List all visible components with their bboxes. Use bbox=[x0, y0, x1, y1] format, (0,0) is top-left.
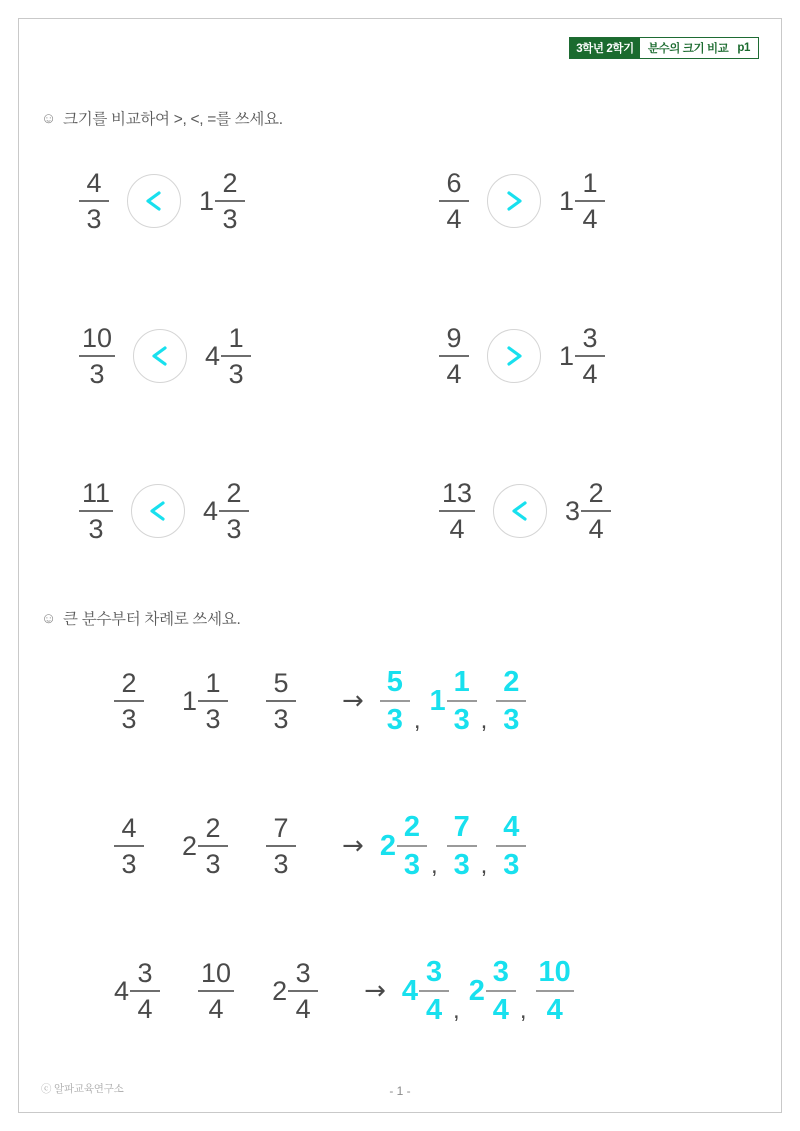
grade-label: 3학년 2학기 bbox=[570, 38, 640, 58]
arrow-right-icon: → bbox=[342, 686, 364, 717]
compare-left-operand bbox=[79, 479, 113, 543]
less-than-icon[interactable] bbox=[131, 484, 185, 538]
order-given-fraction-bar bbox=[130, 990, 160, 992]
compare-left-operand-numerator: 10 bbox=[82, 323, 113, 353]
compare-right-operand-fraction bbox=[219, 479, 249, 543]
compare-right-operand-fraction bbox=[575, 324, 605, 388]
compare-left-operand-fraction bbox=[439, 169, 469, 233]
order-answer-fraction-whole: 4 bbox=[401, 974, 419, 1007]
order-answer-fractions bbox=[380, 812, 526, 880]
order-given-fraction bbox=[114, 669, 144, 733]
compare-left-operand bbox=[79, 324, 115, 388]
order-given-fraction-whole: 1 bbox=[182, 685, 198, 716]
compare-left-operand-fraction bbox=[79, 479, 113, 543]
compare-problem bbox=[79, 324, 251, 388]
order-answer-fraction-numerator: 2 bbox=[403, 811, 421, 843]
less-than-icon[interactable] bbox=[133, 329, 187, 383]
order-given-fraction-fraction bbox=[130, 959, 160, 1023]
order-answer-fraction-whole: 2 bbox=[468, 974, 485, 1007]
compare-right-operand-fraction bbox=[581, 479, 611, 543]
compare-left-operand-denominator: 4 bbox=[449, 513, 465, 544]
order-given-fraction-numerator: 1 bbox=[205, 668, 221, 699]
order-answer-fraction-numerator: 4 bbox=[503, 811, 520, 843]
order-answer-fraction-fraction bbox=[496, 812, 526, 880]
order-answer-fraction-numerator: 5 bbox=[386, 666, 403, 698]
compare-right-operand-whole: 1 bbox=[199, 185, 215, 216]
order-given-fraction-bar bbox=[266, 845, 296, 847]
compare-right-operand-bar bbox=[221, 355, 251, 357]
order-given-fraction bbox=[272, 959, 318, 1023]
order-given-fraction-fraction bbox=[114, 814, 144, 878]
topic-text: 분수의 크기 비교 bbox=[647, 43, 729, 55]
greater-than-icon[interactable] bbox=[487, 174, 541, 228]
compare-problem bbox=[79, 479, 249, 543]
compare-left-operand-fraction bbox=[79, 324, 115, 388]
order-answer-fraction-denominator: 3 bbox=[503, 703, 520, 736]
order-answer-fraction-fraction bbox=[397, 812, 427, 880]
compare-left-operand-fraction bbox=[439, 479, 475, 543]
compare-right-operand-fraction bbox=[221, 324, 251, 388]
answer-separator: , bbox=[480, 707, 488, 735]
order-answer-fractions bbox=[402, 957, 574, 1025]
order-answer-fraction bbox=[447, 812, 477, 880]
answer-separator: , bbox=[480, 852, 488, 880]
order-answer-fraction-numerator: 1 bbox=[453, 666, 470, 698]
instruction-order-text: 큰 분수부터 차례로 쓰세요. bbox=[63, 611, 241, 628]
order-answer-fraction-bar bbox=[536, 990, 574, 992]
order-answer-fraction-fraction bbox=[447, 667, 477, 735]
compare-right-operand-numerator: 2 bbox=[226, 478, 242, 508]
order-given-fraction-numerator: 5 bbox=[273, 668, 289, 699]
smiley-icon: ☺ bbox=[41, 609, 57, 627]
order-answer-fraction-denominator: 4 bbox=[425, 993, 443, 1026]
compare-right-operand bbox=[203, 479, 249, 543]
order-answer-fraction-bar bbox=[447, 845, 477, 847]
answer-separator: , bbox=[413, 707, 421, 735]
less-than-icon[interactable] bbox=[493, 484, 547, 538]
compare-left-operand bbox=[79, 169, 109, 233]
order-answer-fraction-denominator: 3 bbox=[403, 848, 421, 881]
compare-right-operand-numerator: 2 bbox=[588, 478, 604, 508]
instruction-order bbox=[41, 607, 240, 629]
order-given-fraction-denominator: 4 bbox=[295, 993, 311, 1024]
compare-problem bbox=[439, 324, 605, 388]
order-given-fraction-fraction bbox=[114, 669, 144, 733]
order-answer-fraction-denominator: 3 bbox=[503, 848, 520, 881]
order-answer-fraction-denominator: 3 bbox=[386, 703, 403, 736]
order-answer-fraction-numerator: 10 bbox=[538, 956, 571, 988]
instruction-compare bbox=[41, 107, 283, 129]
order-given-fraction-numerator: 3 bbox=[295, 958, 311, 989]
order-given-fraction-denominator: 4 bbox=[137, 993, 153, 1024]
order-given-fraction-bar bbox=[198, 990, 234, 992]
compare-right-operand-whole: 4 bbox=[203, 495, 219, 526]
compare-right-operand bbox=[205, 324, 251, 388]
order-given-fraction-bar bbox=[198, 700, 228, 702]
smiley-icon: ☺ bbox=[41, 109, 57, 127]
answer-separator: , bbox=[519, 997, 527, 1025]
order-answer-fraction bbox=[430, 667, 477, 735]
order-answer-fraction bbox=[402, 957, 449, 1025]
order-given-fraction-denominator: 3 bbox=[273, 703, 289, 734]
order-given-fractions bbox=[114, 959, 356, 1023]
compare-left-operand-fraction bbox=[79, 169, 109, 233]
compare-left-operand-numerator: 9 bbox=[446, 323, 462, 353]
order-given-fraction-fraction bbox=[198, 959, 234, 1023]
arrow-right-icon: → bbox=[342, 831, 364, 862]
order-given-fraction-denominator: 3 bbox=[273, 848, 289, 879]
compare-problem bbox=[439, 479, 611, 543]
compare-right-operand-denominator: 4 bbox=[588, 513, 604, 544]
order-given-fraction-bar bbox=[266, 700, 296, 702]
order-answer-fraction-bar bbox=[380, 700, 410, 702]
order-given-fraction bbox=[266, 669, 296, 733]
order-answer-fraction-numerator: 3 bbox=[425, 956, 443, 988]
order-answer-fraction bbox=[496, 812, 526, 880]
order-given-fraction-denominator: 3 bbox=[121, 848, 137, 879]
footer-copyright: ⓒ 알파교육연구소 bbox=[41, 1083, 124, 1095]
compare-right-operand-denominator: 3 bbox=[226, 513, 242, 544]
order-given-fraction-numerator: 2 bbox=[121, 668, 137, 699]
compare-left-operand-numerator: 4 bbox=[86, 168, 102, 198]
order-given-fraction bbox=[182, 814, 228, 878]
order-answer-fraction bbox=[496, 667, 526, 735]
compare-right-operand-whole: 3 bbox=[565, 495, 581, 526]
compare-right-operand bbox=[199, 169, 245, 233]
order-answer-fraction-numerator: 7 bbox=[453, 811, 470, 843]
order-given-fraction-bar bbox=[288, 990, 318, 992]
order-answer-fraction-fraction bbox=[486, 957, 516, 1025]
order-given-fraction bbox=[114, 814, 144, 878]
less-than-icon[interactable] bbox=[127, 174, 181, 228]
compare-left-operand-denominator: 4 bbox=[446, 203, 462, 234]
compare-right-operand-denominator: 3 bbox=[228, 358, 244, 389]
compare-left-operand-denominator: 3 bbox=[88, 513, 104, 544]
order-answer-fraction-denominator: 4 bbox=[546, 993, 563, 1026]
compare-left-operand-bar bbox=[439, 200, 469, 202]
order-answer-fraction-numerator: 2 bbox=[503, 666, 520, 698]
order-answer-fraction-fraction bbox=[380, 667, 410, 735]
order-answer-fraction-fraction bbox=[536, 957, 574, 1025]
order-answer-fraction-denominator: 4 bbox=[492, 993, 509, 1026]
greater-than-icon[interactable] bbox=[487, 329, 541, 383]
order-answer-fraction-denominator: 3 bbox=[453, 703, 470, 736]
compare-right-operand bbox=[559, 324, 605, 388]
answer-separator: , bbox=[453, 997, 460, 1025]
compare-left-operand-numerator: 6 bbox=[446, 168, 462, 198]
order-answer-fraction-bar bbox=[419, 990, 449, 992]
order-given-fraction-numerator: 2 bbox=[205, 813, 221, 844]
compare-right-operand-bar bbox=[575, 200, 605, 202]
topic-label bbox=[640, 38, 758, 58]
order-answer-fractions bbox=[380, 667, 526, 735]
compare-problem bbox=[439, 169, 605, 233]
order-problem bbox=[114, 812, 526, 880]
order-answer-fraction-bar bbox=[496, 700, 526, 702]
compare-right-operand-denominator: 4 bbox=[582, 358, 598, 389]
worksheet-page bbox=[18, 18, 782, 1113]
compare-left-operand-bar bbox=[439, 355, 469, 357]
compare-problem bbox=[79, 169, 245, 233]
order-given-fraction-denominator: 3 bbox=[121, 703, 137, 734]
compare-left-operand bbox=[439, 479, 475, 543]
order-answer-fraction-bar bbox=[447, 700, 477, 702]
order-answer-fraction-fraction bbox=[447, 812, 477, 880]
compare-right-operand-denominator: 3 bbox=[222, 203, 238, 234]
compare-right-operand-numerator: 1 bbox=[228, 323, 244, 353]
order-answer-fraction-bar bbox=[496, 845, 526, 847]
compare-right-operand-bar bbox=[581, 510, 611, 512]
compare-right-operand-bar bbox=[575, 355, 605, 357]
compare-right-operand bbox=[559, 169, 605, 233]
compare-left-operand-numerator: 11 bbox=[82, 478, 111, 508]
order-given-fractions bbox=[114, 814, 334, 878]
compare-right-operand bbox=[565, 479, 611, 543]
order-given-fraction bbox=[198, 959, 234, 1023]
compare-left-operand bbox=[439, 169, 469, 233]
order-given-fraction-fraction bbox=[288, 959, 318, 1023]
compare-right-operand-fraction bbox=[575, 169, 605, 233]
order-given-fraction bbox=[266, 814, 296, 878]
order-given-fraction-fraction bbox=[198, 669, 228, 733]
order-given-fraction-fraction bbox=[198, 814, 228, 878]
order-answer-fraction-denominator: 3 bbox=[453, 848, 470, 881]
order-given-fraction-bar bbox=[114, 700, 144, 702]
compare-right-operand-bar bbox=[219, 510, 249, 512]
order-answer-fraction-whole: 1 bbox=[429, 684, 446, 717]
compare-left-operand-denominator: 3 bbox=[89, 358, 105, 389]
order-given-fraction-bar bbox=[114, 845, 144, 847]
compare-right-operand-whole: 1 bbox=[559, 340, 575, 371]
order-given-fraction bbox=[182, 669, 228, 733]
order-given-fraction-denominator: 4 bbox=[208, 993, 224, 1024]
order-answer-fraction-bar bbox=[397, 845, 427, 847]
compare-left-operand-bar bbox=[79, 355, 115, 357]
order-answer-fraction-whole: 2 bbox=[379, 829, 396, 862]
order-given-fraction-whole: 2 bbox=[272, 975, 288, 1006]
order-answer-fraction bbox=[380, 667, 410, 735]
order-given-fraction-numerator: 7 bbox=[273, 813, 289, 844]
order-given-fraction-whole: 4 bbox=[114, 975, 130, 1006]
order-given-fractions bbox=[114, 669, 334, 733]
compare-right-operand-denominator: 4 bbox=[582, 203, 598, 234]
compare-left-operand-denominator: 4 bbox=[446, 358, 462, 389]
order-given-fraction-denominator: 3 bbox=[205, 848, 221, 879]
order-answer-fraction-fraction bbox=[419, 957, 449, 1025]
compare-right-operand-whole: 1 bbox=[559, 185, 575, 216]
footer-page-number: - 1 - bbox=[389, 1084, 411, 1098]
order-given-fraction-numerator: 4 bbox=[121, 813, 137, 844]
compare-right-operand-whole: 4 bbox=[205, 340, 221, 371]
compare-left-operand-numerator: 13 bbox=[442, 478, 473, 508]
order-given-fraction-fraction bbox=[266, 814, 296, 878]
order-given-fraction-whole: 2 bbox=[182, 830, 198, 861]
order-given-fraction-numerator: 3 bbox=[137, 958, 153, 989]
compare-right-operand-numerator: 1 bbox=[582, 168, 598, 198]
order-answer-fraction bbox=[536, 957, 574, 1025]
compare-left-operand-fraction bbox=[439, 324, 469, 388]
compare-left-operand-bar bbox=[439, 510, 475, 512]
order-answer-fraction-bar bbox=[486, 990, 516, 992]
compare-left-operand-denominator: 3 bbox=[86, 203, 102, 234]
header-tag bbox=[569, 37, 759, 59]
order-given-fraction-denominator: 3 bbox=[205, 703, 221, 734]
page-label: p1 bbox=[737, 42, 750, 54]
order-given-fraction-bar bbox=[198, 845, 228, 847]
compare-right-operand-bar bbox=[215, 200, 245, 202]
order-answer-fraction-numerator: 3 bbox=[492, 956, 509, 988]
compare-right-operand-fraction bbox=[215, 169, 245, 233]
order-answer-fraction bbox=[469, 957, 516, 1025]
compare-left-operand-bar bbox=[79, 510, 113, 512]
instruction-compare-text: 크기를 비교하여 >, <, =를 쓰세요. bbox=[63, 111, 283, 128]
order-answer-fraction-fraction bbox=[496, 667, 526, 735]
compare-right-operand-numerator: 3 bbox=[582, 323, 598, 353]
order-given-fraction bbox=[114, 959, 160, 1023]
answer-separator: , bbox=[430, 852, 438, 880]
compare-left-operand bbox=[439, 324, 469, 388]
compare-right-operand-numerator: 2 bbox=[222, 168, 238, 198]
order-given-fraction-fraction bbox=[266, 669, 296, 733]
order-given-fraction-numerator: 10 bbox=[201, 958, 232, 989]
compare-left-operand-bar bbox=[79, 200, 109, 202]
order-problem bbox=[114, 667, 526, 735]
order-answer-fraction bbox=[380, 812, 427, 880]
order-problem bbox=[114, 957, 574, 1025]
arrow-right-icon: → bbox=[364, 976, 386, 1007]
